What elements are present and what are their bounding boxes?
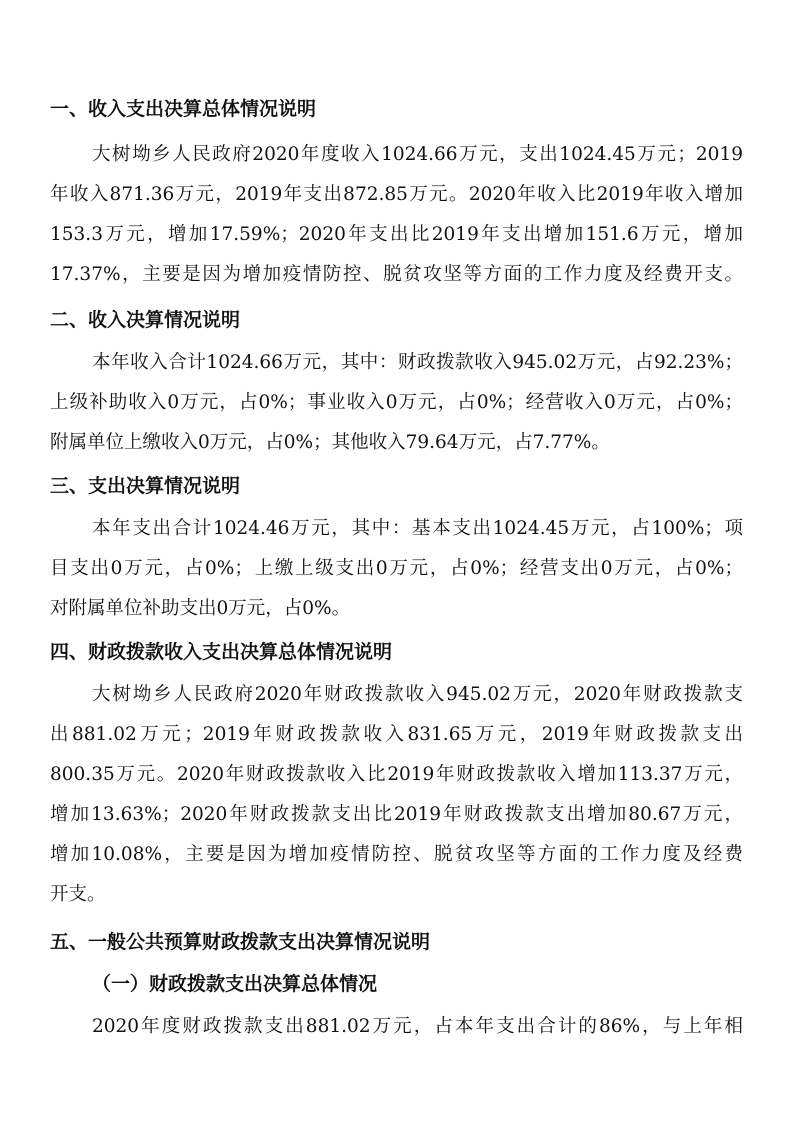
section-4-line-3: 800.35万元。2020年财政拨款收入比2019年财政拨款收入增加113.37万元， <box>50 764 743 785</box>
section-4-line-6: 开支。 <box>50 884 106 905</box>
section-5-line-1: 2020年度财政拨款支出881.02万元，占本年支出合计的86%，与上年相 <box>92 1016 743 1037</box>
section-1-line-4: 17.37%，主要是因为增加疫情防控、脱贫攻坚等方面的工作力度及经费开支。 <box>50 264 743 285</box>
section-3-line-2: 目支出0万元，占0%；上缴上级支出0万元，占0%；经营支出0万元，占0%； <box>50 558 743 579</box>
section-4-line-1: 大树坳乡人民政府2020年财政拨款收入945.02万元，2020年财政拨款支 <box>92 684 743 705</box>
section-4-heading: 四、财政拨款收入支出决算总体情况说明 <box>50 641 393 663</box>
section-3-line-1: 本年支出合计1024.46万元，其中：基本支出1024.45万元，占100%；项 <box>92 518 743 539</box>
section-4-line-4: 增加13.63%；2020年财政拨款支出比2019年财政拨款支出增加80.67万元， <box>50 804 743 825</box>
section-1-line-1: 大树坳乡人民政府2020年度收入1024.66万元，支出1024.45万元；2019 <box>92 144 743 165</box>
section-2-line-3: 附属单位上缴收入0万元，占0%；其他收入79.64万元，占7.77%。 <box>50 432 610 453</box>
section-4-line-2: 出881.02万元；2019年财政拨款收入831.65万元，2019年财政拨款支出 <box>50 724 743 745</box>
section-1-line-2: 年收入871.36万元，2019年支出872.85万元。2020年收入比2019年收入增加 <box>50 184 743 205</box>
section-3-line-3: 对附属单位补助支出0万元，占0%。 <box>50 598 351 619</box>
section-2-line-2: 上级补助收入0万元，占0%；事业收入0万元，占0%；经营收入0万元，占0%； <box>50 392 743 413</box>
section-5-heading: 五、一般公共预算财政拨款支出决算情况说明 <box>50 931 431 953</box>
section-2-line-1: 本年收入合计1024.66万元，其中：财政拨款收入945.02万元，占92.23%； <box>92 352 743 373</box>
section-2-heading: 二、收入决算情况说明 <box>50 309 241 331</box>
section-5-subheading: （一）财政拨款支出决算总体情况 <box>92 973 378 995</box>
section-4-line-5: 增加10.08%，主要是因为增加疫情防控、脱贫攻坚等方面的工作力度及经费 <box>50 844 743 865</box>
section-1-heading: 一、收入支出决算总体情况说明 <box>50 98 317 120</box>
section-1-line-3: 153.3万元，增加17.59%；2020年支出比2019年支出增加151.6万元，增加 <box>50 224 743 245</box>
section-3-heading: 三、支出决算情况说明 <box>50 475 241 497</box>
